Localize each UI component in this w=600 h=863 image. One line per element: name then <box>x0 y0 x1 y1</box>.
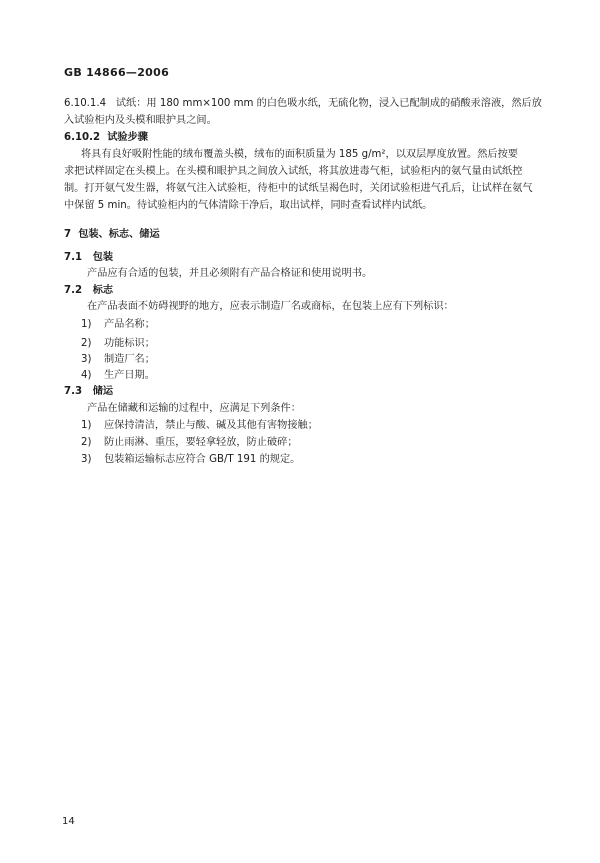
clause-7-2-text: 在产品表面不妨碍视野的地方，应表示制造厂名或商标，在包装上应有下列标识： <box>87 301 454 312</box>
list-item-number: 1) <box>81 420 92 431</box>
section-number: 7 <box>64 229 72 240</box>
list-item-text: 生产日期。 <box>104 370 155 381</box>
clause-6-10-1-4-line1 <box>64 97 542 111</box>
list-item-number: 1) <box>81 319 92 330</box>
section-7-heading <box>64 228 160 242</box>
clause-number: 7.3 <box>64 386 83 397</box>
procedure-line2: 求把试样固定在头模上。在头模和眼护具之间放入试纸，将其放进毒气柜，试验柜内的氨气量由试纸控 <box>64 166 523 177</box>
page-number: 14 <box>62 816 75 827</box>
clause-title: 标志 <box>92 285 114 296</box>
clause-title: 包装 <box>92 252 114 263</box>
clause-6-10-2-heading <box>64 131 148 145</box>
clause-7-3-heading <box>64 385 113 399</box>
clause-title: 储运 <box>92 386 114 397</box>
standard-number-header: GB 14866—2006 <box>64 66 170 79</box>
list-item-number: 4) <box>81 370 92 381</box>
clause-7-1-heading <box>64 251 113 265</box>
section-title: 包装、标志、储运 <box>78 229 160 240</box>
clause-number: 7.1 <box>64 252 83 263</box>
clause-7-2-heading <box>64 284 113 298</box>
list-item-number: 3) <box>81 454 92 465</box>
procedure-line4: 中保留 5 min。待试验柜内的气体清除干净后，取出试样，同时查看试样内试纸。 <box>64 200 433 211</box>
clause-number: 7.2 <box>64 285 83 296</box>
list-item-text: 制造厂名； <box>104 354 155 365</box>
list-item-number: 2) <box>81 338 92 349</box>
clause-7-3-text: 产品在储藏和运输的过程中，应满足下列条件： <box>87 403 301 414</box>
procedure-line1: 将具有良好吸附性能的绒布覆盖头模，绒布的面积质量为 185 g/m²，以双层厚度放置。然后按要 <box>81 149 518 160</box>
list-item-text: 功能标识； <box>104 338 155 349</box>
list-item-text: 产品名称； <box>104 319 155 330</box>
clause-6-10-1-4-line2: 入试验柜内及头模和眼护具之间。 <box>64 115 217 126</box>
list-item-number: 3) <box>81 354 92 365</box>
clause-7-1-text: 产品应有合适的包装，并且必须附有产品合格证和使用说明书。 <box>87 268 373 279</box>
list-item-text: 包装箱运输标志应符合 GB/T 191 的规定。 <box>104 454 301 465</box>
clause-title: 试验步骤 <box>107 132 148 143</box>
list-item-text: 应保持清洁，禁止与酸、碱及其他有害物接触； <box>104 420 318 431</box>
clause-number: 6.10.1.4 <box>64 98 107 109</box>
clause-number: 6.10.2 <box>64 132 101 143</box>
list-item-text: 防止雨淋、重压，要轻拿轻放，防止破碎； <box>104 437 298 448</box>
list-item-number: 2) <box>81 437 92 448</box>
procedure-line3: 制。打开氨气发生器，将氨气注入试验柜，待柜中的试纸呈褐色时，关闭试验柜进气孔后，让试样在氨气 <box>64 183 533 194</box>
clause-text: 试纸：用 180 mm×100 mm 的白色吸水纸，无硫化物，浸入已配制成的硝酸汞溶液，然后放 <box>115 98 542 109</box>
